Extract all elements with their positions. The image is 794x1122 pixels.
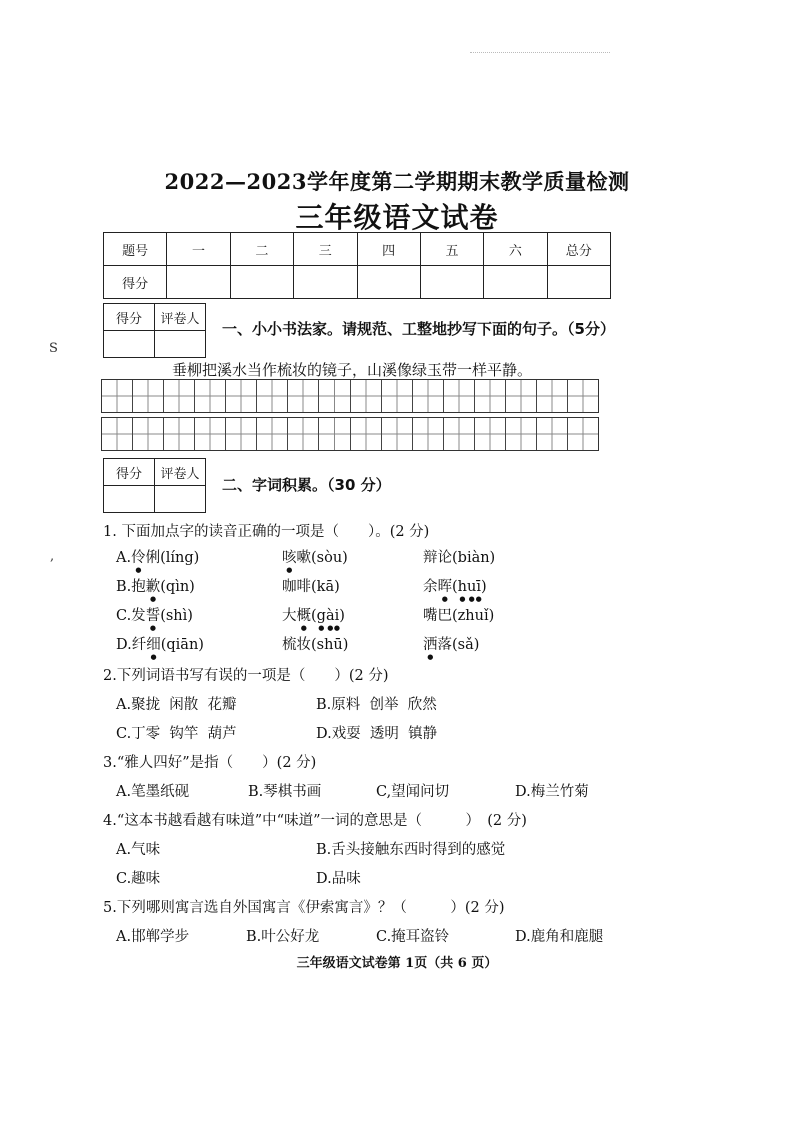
grid-cell[interactable] xyxy=(413,418,444,450)
grid-cell[interactable] xyxy=(195,418,226,450)
q1-option-a2: 咳嗽(sòu) xyxy=(282,550,348,566)
score-row-label: 得分 xyxy=(104,266,167,299)
grader-score-cell[interactable] xyxy=(104,486,155,513)
scan-artifact xyxy=(470,52,610,57)
grader-name-cell[interactable] xyxy=(155,331,206,358)
grid-cell[interactable] xyxy=(506,418,537,450)
q4-option-b: B.舌头接触东西时得到的感觉 xyxy=(316,842,506,858)
score-cell: 六 xyxy=(484,233,547,266)
grid-cell[interactable] xyxy=(413,380,444,412)
score-input-cell[interactable] xyxy=(547,266,610,299)
q5-option-b: B.叶公好龙 xyxy=(246,929,320,945)
q2-option-a: A.聚拢 闲散 花瓣 xyxy=(116,697,237,713)
grid-cell[interactable] xyxy=(257,380,288,412)
q5-option-d: D.鹿角和鹿腿 xyxy=(515,929,604,945)
score-cell: 五 xyxy=(420,233,483,266)
score-cell: 题号 xyxy=(104,233,167,266)
score-cell: 总分 xyxy=(547,233,610,266)
grader-box-2 xyxy=(103,458,206,513)
q1-option-a3: 辩论(biàn) xyxy=(423,550,496,566)
q4-option-d: D.品味 xyxy=(316,871,361,887)
grid-cell[interactable] xyxy=(164,418,195,450)
grid-cell[interactable] xyxy=(226,380,257,412)
q5-option-a: A.邯郸学步 xyxy=(116,929,190,945)
score-input-cell[interactable] xyxy=(420,266,483,299)
grid-cell[interactable] xyxy=(506,380,537,412)
q1-option-c2: 大概(gài) xyxy=(282,608,345,624)
question-3-stem: 3.“雅人四好”是指（ ）(2 分) xyxy=(103,755,317,771)
grid-cell[interactable] xyxy=(102,418,133,450)
grader-score-cell[interactable] xyxy=(104,331,155,358)
q3-option-b: B.琴棋书画 xyxy=(248,784,322,800)
grid-cell[interactable] xyxy=(351,418,382,450)
grid-cell[interactable] xyxy=(257,418,288,450)
grid-cell[interactable] xyxy=(475,418,506,450)
score-cell: 一 xyxy=(167,233,230,266)
grid-cell[interactable] xyxy=(133,380,164,412)
grid-cell[interactable] xyxy=(288,380,319,412)
q4-option-c: C.趣味 xyxy=(116,871,161,887)
grid-cell[interactable] xyxy=(164,380,195,412)
grader-name-cell[interactable] xyxy=(155,486,206,513)
grid-cell[interactable] xyxy=(319,418,350,450)
q2-option-b: B.原料 创举 欣然 xyxy=(316,697,437,713)
q1-option-b3: 余晖(huī) xyxy=(423,579,487,595)
grid-cell[interactable] xyxy=(537,380,568,412)
grid-cell[interactable] xyxy=(568,418,598,450)
score-input-cell[interactable] xyxy=(484,266,547,299)
question-4-stem: 4.“这本书越看越有味道”中“味道”一词的意思是（ ） (2 分) xyxy=(103,813,527,829)
q1-option-d3: 洒落(sǎ) xyxy=(423,637,480,653)
score-input-cell[interactable] xyxy=(167,266,230,299)
grid-cell[interactable] xyxy=(133,418,164,450)
grader-score-label: 得分 xyxy=(104,459,155,486)
q3-option-c: C,望闻问切 xyxy=(376,784,450,800)
grid-cell[interactable] xyxy=(319,380,350,412)
copy-sentence: 垂柳把溪水当作梳妆的镜子，山溪像绿玉带一样平静。 xyxy=(172,361,533,379)
q1-option-c3: 嘴巴(zhuǐ) xyxy=(423,608,495,624)
writing-grid-row-2[interactable] xyxy=(101,417,599,451)
score-table-header-row xyxy=(104,233,611,266)
q1-option-d2: 梳妆(shū) xyxy=(282,637,349,653)
question-1-stem: 1. 下面加点字的读音正确的一项是（ ）。(2 分) xyxy=(103,524,430,540)
grid-cell[interactable] xyxy=(382,418,413,450)
grid-cell[interactable] xyxy=(382,380,413,412)
writing-grid-row-1[interactable] xyxy=(101,379,599,413)
q1-option-c1: C.发誓(shì) xyxy=(116,608,193,624)
grid-cell[interactable] xyxy=(537,418,568,450)
q1-option-d1: D.纤细(qiān) xyxy=(116,637,204,653)
grid-cell[interactable] xyxy=(288,418,319,450)
q5-option-c: C.掩耳盗铃 xyxy=(376,929,450,945)
grader-name-label: 评卷人 xyxy=(155,459,206,486)
grader-name-label: 评卷人 xyxy=(155,304,206,331)
q2-option-c: C.丁零 钩竿 葫芦 xyxy=(116,726,237,742)
score-cell: 二 xyxy=(230,233,293,266)
score-input-cell[interactable] xyxy=(230,266,293,299)
q3-option-a: A.笔墨纸砚 xyxy=(116,784,190,800)
grid-cell[interactable] xyxy=(195,380,226,412)
grid-cell[interactable] xyxy=(351,380,382,412)
score-cell: 四 xyxy=(357,233,420,266)
grid-cell[interactable] xyxy=(102,380,133,412)
grid-cell[interactable] xyxy=(568,380,598,412)
q4-option-a: A.气味 xyxy=(116,842,161,858)
section-2-heading: 二、字词积累。（30 分） xyxy=(222,476,391,494)
q1-option-b2: 咖啡(kā) xyxy=(282,579,340,595)
grid-cell[interactable] xyxy=(444,418,475,450)
margin-mark: , xyxy=(50,549,55,564)
score-input-cell[interactable] xyxy=(357,266,420,299)
page-footer: 三年级语文试卷第 1页（共 6 页） xyxy=(296,956,498,971)
margin-mark: S xyxy=(49,341,58,356)
exam-title: 2022—2023学年度第二学期期末教学质量检测 xyxy=(164,169,630,194)
score-table xyxy=(103,232,611,299)
grid-cell[interactable] xyxy=(475,380,506,412)
score-cell: 三 xyxy=(294,233,357,266)
grid-cell[interactable] xyxy=(444,380,475,412)
q1-option-a1: A.伶俐(líng) xyxy=(116,550,200,566)
grader-box-1 xyxy=(103,303,206,358)
q2-option-d: D.戏耍 透明 镇静 xyxy=(316,726,438,742)
exam-subtitle: 三年级语文试卷 xyxy=(295,201,499,234)
grader-score-label: 得分 xyxy=(104,304,155,331)
score-input-cell[interactable] xyxy=(294,266,357,299)
question-5-stem: 5.下列哪则寓言选自外国寓言《伊索寓言》？（ ）(2 分) xyxy=(103,900,505,916)
score-table-score-row xyxy=(104,266,611,299)
section-1-heading: 一、小小书法家。请规范、工整地抄写下面的句子。（5分） xyxy=(222,320,615,338)
q1-option-b1: B.抱歉(qìn) xyxy=(116,579,195,595)
grid-cell[interactable] xyxy=(226,418,257,450)
q3-option-d: D.梅兰竹菊 xyxy=(515,784,589,800)
question-2-stem: 2.下列词语书写有误的一项是（ ）(2 分) xyxy=(103,668,389,684)
